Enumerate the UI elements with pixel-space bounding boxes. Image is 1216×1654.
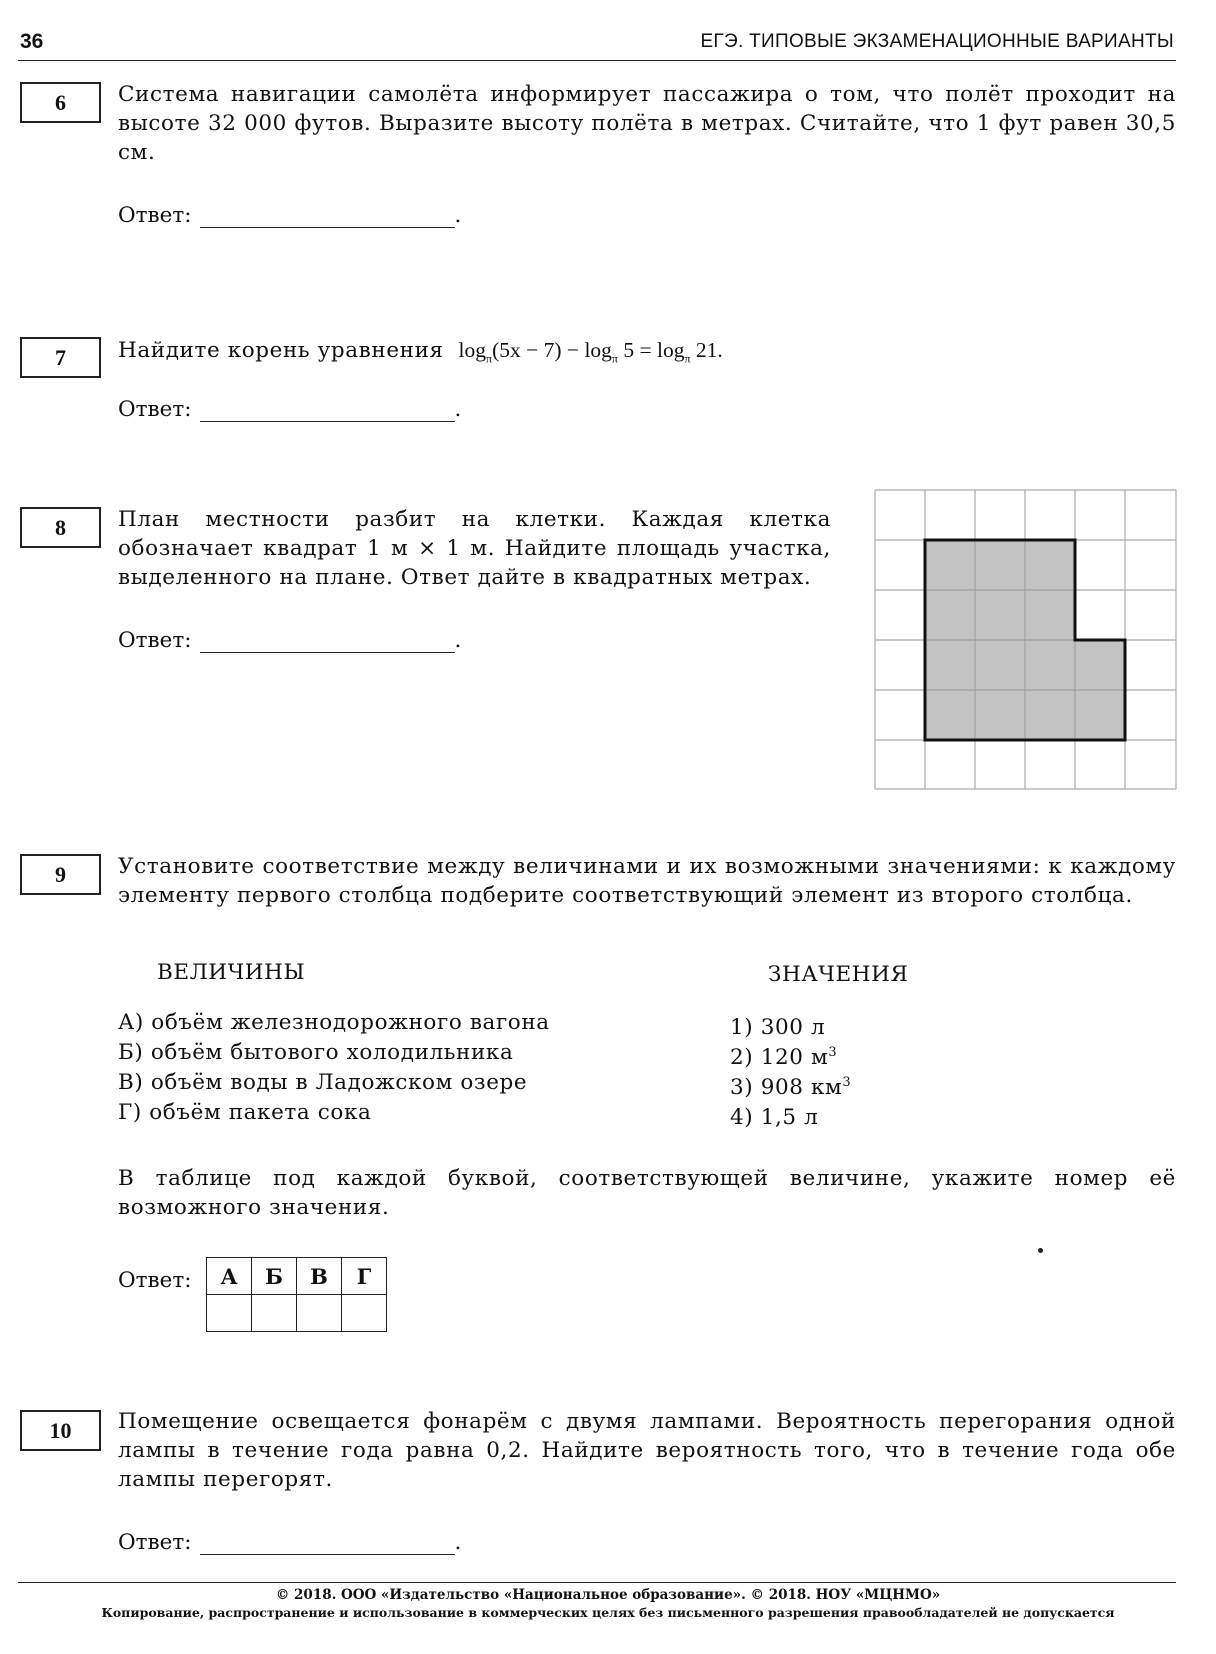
list-item: 2) 120 $м^3$ <box>730 1045 838 1071</box>
task-10-number: 10 <box>20 1410 101 1451</box>
answer-dot: . <box>454 203 462 228</box>
footer-divider <box>18 1582 1176 1583</box>
list-item: В) объём воды в Ладожском озере <box>118 1070 528 1095</box>
answer-dot: . <box>454 397 462 422</box>
task-7-text <box>118 336 1176 373</box>
task-8-number: 8 <box>20 507 101 548</box>
answer-cell[interactable] <box>297 1295 342 1332</box>
table-header-cell: Г <box>342 1258 387 1295</box>
table-header-cell: А <box>207 1258 252 1295</box>
answer-cell[interactable] <box>252 1295 297 1332</box>
answer-dot: . <box>454 628 462 653</box>
answer-cell[interactable] <box>207 1295 252 1332</box>
task-7-number: 7 <box>20 337 101 378</box>
task-8-grid-plan <box>874 489 1178 791</box>
list-item: Б) объём бытового холодильника <box>118 1040 514 1065</box>
task-6-answer <box>118 203 461 228</box>
task-9-answer-table <box>206 1257 387 1332</box>
task-10-answer <box>118 1530 461 1555</box>
task-8-answer-line[interactable] <box>200 630 455 653</box>
task-8-text: План местности разбит на клетки. Каждая клетка обозначает квадрат 1 м × 1 м. Найдите площадь участка, выделенного на плане. Ответ дайте в квадратных метрах. <box>118 507 831 590</box>
answer-label: Ответ: <box>118 397 192 422</box>
answer-dot: . <box>454 1530 462 1555</box>
task-9-left-header: ВЕЛИЧИНЫ <box>157 960 306 985</box>
task-9-right-header: ЗНАЧЕНИЯ <box>768 962 909 987</box>
answer-label: Ответ: <box>118 203 192 228</box>
task-9-text: Установите соответствие между величинами и их возможными значениями: к каждому элементу первого столбца подберите соответствующий элемент из второго столбца. <box>118 854 1176 908</box>
stray-dot <box>1038 1248 1043 1253</box>
task-10-text: Помещение освещается фонарём с двумя лампами. Вероятность перегорания одной лампы в течение года равна 0,2. Найдите вероятность того, что в течение года обе лампы перегорят. <box>118 1409 1176 1492</box>
running-title: ЕГЭ. ТИПОВЫЕ ЭКЗАМЕНАЦИОННЫЕ ВАРИАНТЫ <box>700 31 1174 52</box>
task-6-text: Система навигации самолёта информирует пассажира о том, что полёт проходит на высоте 32 000 футов. Выразите высоту полёта в метрах. Считайте, что 1 фут равен 30,5 см. <box>118 82 1176 165</box>
task-10-answer-line[interactable] <box>200 1532 455 1555</box>
table-row <box>207 1295 387 1332</box>
task-6-number: 6 <box>20 82 101 123</box>
task-9-right-list <box>730 1008 852 1131</box>
list-item: Г) объём пакета сока <box>118 1100 372 1125</box>
task-7-answer-line[interactable] <box>200 399 455 422</box>
footer-copyright: © 2018. ООО «Издательство «Национальное образование». © 2018. НОУ «МЦНМО» <box>275 1587 941 1603</box>
task-7-equation: $\log_\pi(5x - 7) - \log_\pi 5 = \log_\pi 21$. <box>458 338 723 366</box>
task-9-number: 9 <box>20 854 101 895</box>
list-item: 1) 300 л <box>730 1015 826 1041</box>
answer-label: Ответ: <box>118 628 192 653</box>
list-item: 4) 1,5 л <box>730 1105 819 1131</box>
task-9-answer-label: Ответ: <box>118 1268 192 1293</box>
list-item: А) объём железнодорожного вагона <box>118 1010 550 1035</box>
answer-cell[interactable] <box>342 1295 387 1332</box>
table-header-cell: В <box>297 1258 342 1295</box>
page-number: 36 <box>20 30 44 53</box>
task-9-instruction: В таблице под каждой буквой, соответствующей величине, укажите номер её возможного значения. <box>118 1166 1176 1220</box>
task-7-intro: Найдите корень уравнения <box>118 338 444 363</box>
footer-notice: Копирование, распространение и использование в коммерческих целях без письменного разрешения правообладателей не допускается <box>101 1605 1115 1620</box>
table-header-cell: Б <box>252 1258 297 1295</box>
table-row <box>207 1258 387 1295</box>
task-7-answer <box>118 397 461 422</box>
task-9-left-list <box>118 1008 550 1128</box>
answer-label: Ответ: <box>118 1530 192 1555</box>
task-8-answer <box>118 628 461 653</box>
list-item: 3) 908 $км^3$ <box>730 1075 852 1101</box>
header-divider <box>18 60 1176 61</box>
task-6-answer-line[interactable] <box>200 205 455 228</box>
